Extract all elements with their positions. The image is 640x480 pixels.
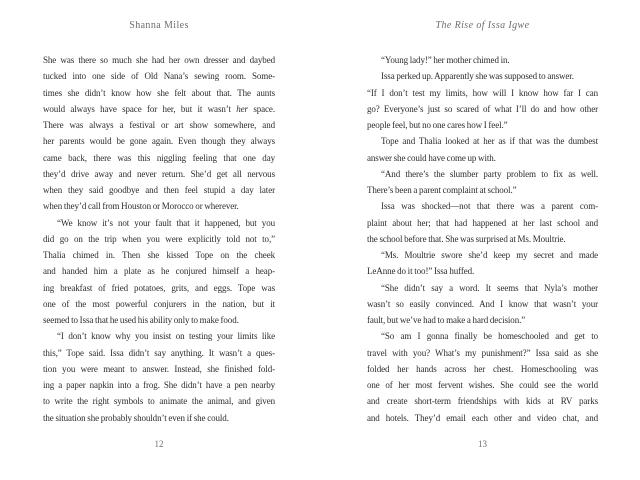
left-page: [43, 0, 275, 480]
text-line: when they said goodbye and then feel stupid a day later: [43, 185, 275, 195]
text-line: the situation she probably shouldn’t even if she could.: [43, 412, 229, 423]
text-line: travel with you? What’s my punishment?” Issa said as she: [367, 347, 598, 358]
text-line: wasn’t so easily convinced. And I know that wasn’t your: [367, 298, 598, 309]
text-line: “Ms. Moultrie swore she’d keep my secret and made: [381, 250, 598, 260]
text-line: the school before that. She was surprised at Ms. Moultrie.: [367, 233, 566, 244]
text-line: her parents would be gone again. Even though they always: [43, 136, 275, 147]
text-line: tucked into one side of Old Nana’s sewing room. Some-: [43, 71, 275, 82]
text-line: “So am I gonna finally be homeschooled and get to: [381, 331, 598, 342]
text-line: and create short-term friendships with kids at RV parks: [367, 396, 598, 407]
text-line: plaint about her; that had happened at her last school and: [367, 217, 598, 228]
text-line: Thalia chimed in. Then she kissed Tope on the cheek: [43, 250, 275, 260]
text-line: when they’d call from Houston or Morocco or wherever.: [43, 201, 239, 212]
text-line: people feel, but no one cares how I feel.”: [367, 120, 508, 130]
running-header-book-title: The Rise of Issa Igwe: [435, 20, 530, 31]
text-line: came back, there was this niggling feeling that one day: [43, 152, 275, 163]
text-line: LeAnne do it too!” Issa huffed.: [367, 266, 475, 277]
right-page-number: 13: [478, 439, 487, 449]
text-line: ing a paper napkin into a frog. She didn’t have a pen nearby: [43, 380, 275, 390]
text-line: “We know it’s not your fault that it happened, but you: [57, 217, 275, 228]
text-line: There was always a festival or art show somewhere, and: [43, 120, 275, 130]
text-line: Issa was shocked—not that there was a parent com-: [381, 201, 598, 212]
text-line: one of her most fervent wishes. She could see the world: [367, 380, 598, 390]
text-line: go? Everyone’s just so scared of what I’ll do and how other: [367, 103, 598, 114]
text-line: times she didn’t know how she felt about that. The aunts: [43, 87, 275, 98]
text-line: answer she could have come up with.: [367, 152, 496, 163]
text-line: “She didn’t say a word. It seems that Nyla’s mother: [381, 282, 598, 293]
text-line: There’s been a parent complaint at school.”: [367, 185, 517, 195]
text-line: Issa perked up. Apparently she was supposed to answer.: [381, 71, 574, 82]
right-page: [367, 0, 598, 480]
left-page-number: 12: [154, 439, 164, 449]
left-page-body-text: [43, 52, 275, 426]
text-line: this,” Tope said. Issa didn’t say anything. It wasn’t a ques-: [43, 347, 275, 358]
text-line: one of the most powerful conjurers in the nation, but it: [43, 298, 275, 309]
text-line: tion you were meant to answer. Instead, she finished fold-: [43, 363, 275, 374]
text-line: did go on the trip when you were explicitly told not to,”: [43, 233, 275, 244]
text-line: “I don’t know why you insist on testing your limits like: [57, 331, 275, 342]
text-line: Tope and Thalia looked at her as if that was the dumbest: [381, 136, 598, 147]
text-line: they’d drive away and never return. She’d get all nervous: [43, 168, 275, 179]
right-page-body-text: [367, 52, 598, 426]
text-line: and handed him a plate as he conjured himself a heap-: [43, 266, 275, 277]
text-line: ing breakfast of fried potatoes, grits, and eggs. Tope was: [43, 282, 275, 293]
text-line: to write the right symbols to animate the animal, and given: [43, 396, 275, 407]
text-line: seemed to Issa that he used his ability only to make food.: [43, 315, 239, 325]
text-line: fault, but we’ve had to make a hard decision.”: [367, 315, 526, 325]
text-line: folded her hands across her chest. Homeschooling was: [367, 363, 598, 374]
text-line: “If I don’t test my limits, how will I know how far I can: [367, 87, 598, 98]
running-header-author: Shanna Miles: [129, 20, 189, 31]
text-line: She was there so much she had her own dresser and daybed: [43, 55, 275, 65]
text-line: “Young lady!” her mother chimed in.: [381, 55, 510, 65]
text-line: “And there’s the slumber party problem to fix as well.: [381, 168, 598, 179]
text-line: and hotels. They’d email each other and video chat, and: [367, 412, 598, 423]
text-line: would always have space for her, but it wasn’t her space.: [43, 103, 275, 114]
